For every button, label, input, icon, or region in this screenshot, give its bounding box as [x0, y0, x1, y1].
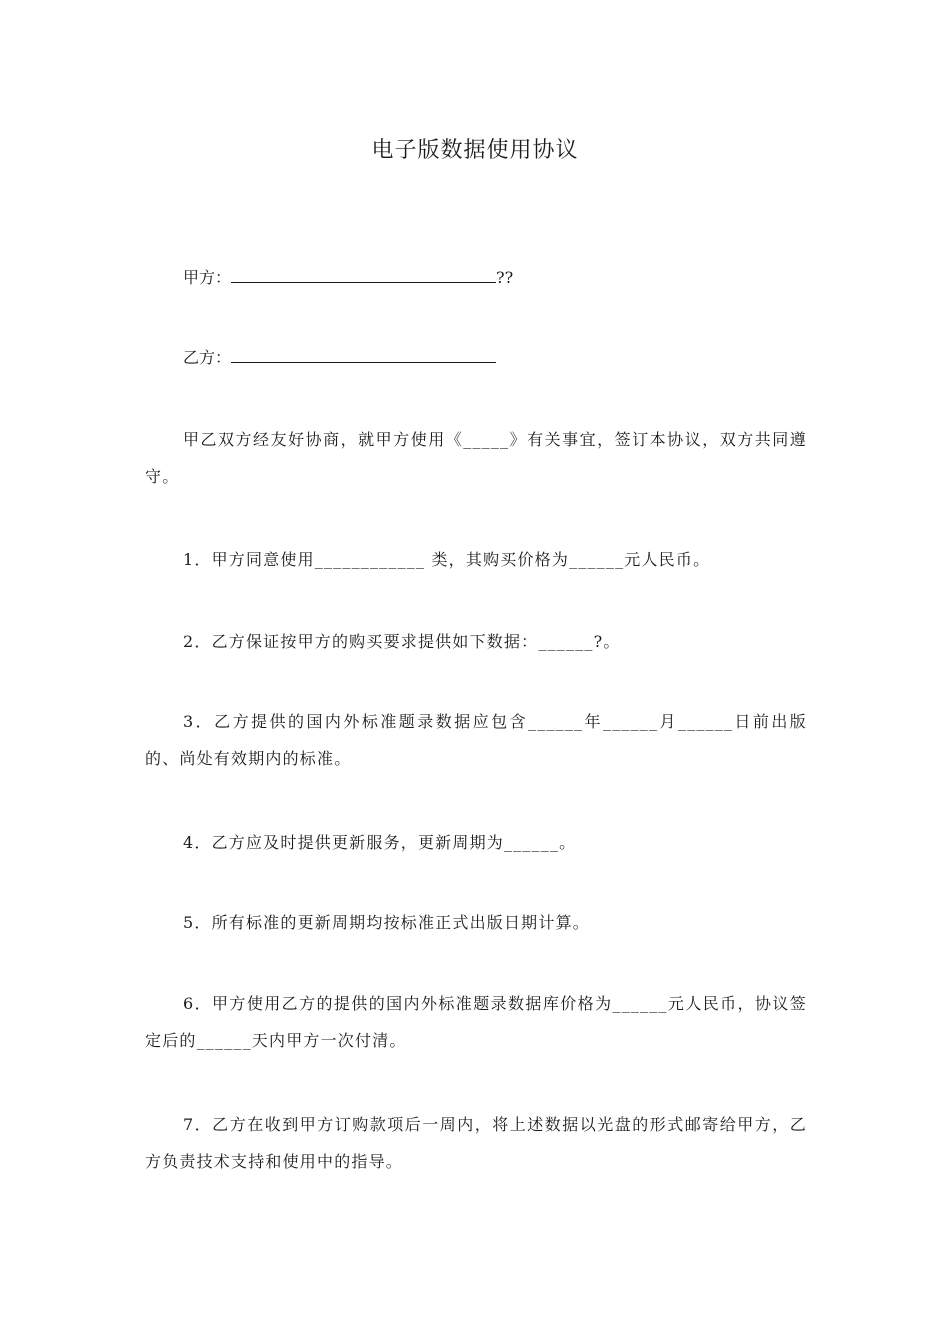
document-title: 电子版数据使用协议	[371, 138, 579, 163]
party-a-line	[183, 266, 513, 290]
party-a-blank	[231, 268, 496, 283]
clause-1: 1．甲方同意使用____________ 类，其购买价格为______元人民币。	[183, 550, 711, 569]
party-b-line	[183, 346, 496, 370]
clause-3: 3．乙方提供的国内外标准题录数据应包含______年______月______日前出版的、尚处有效期内的标准。	[145, 712, 807, 768]
clause-4: 4．乙方应及时提供更新服务，更新周期为______。	[183, 833, 577, 852]
party-b-label: 乙方：	[183, 348, 232, 367]
clause-2: 2．乙方保证按甲方的购买要求提供如下数据：______?。	[183, 632, 621, 651]
party-a-label: 甲方：	[183, 268, 232, 287]
party-a-suffix: ??	[496, 268, 514, 287]
clause-7: 7．乙方在收到甲方订购款项后一周内，将上述数据以光盘的形式邮寄给甲方，乙方负责技术支持和使用中的指导。	[145, 1115, 807, 1171]
intro-paragraph: 甲乙双方经友好协商，就甲方使用《_____》有关事宜，签订本协议，双方共同遵守。	[145, 430, 807, 486]
clause-5: 5．所有标准的更新周期均按标准正式出版日期计算。	[183, 913, 590, 932]
party-b-blank	[231, 348, 496, 363]
clause-6: 6．甲方使用乙方的提供的国内外标准题录数据库价格为______元人民币，协议签定后的______天内甲方一次付清。	[145, 994, 807, 1050]
